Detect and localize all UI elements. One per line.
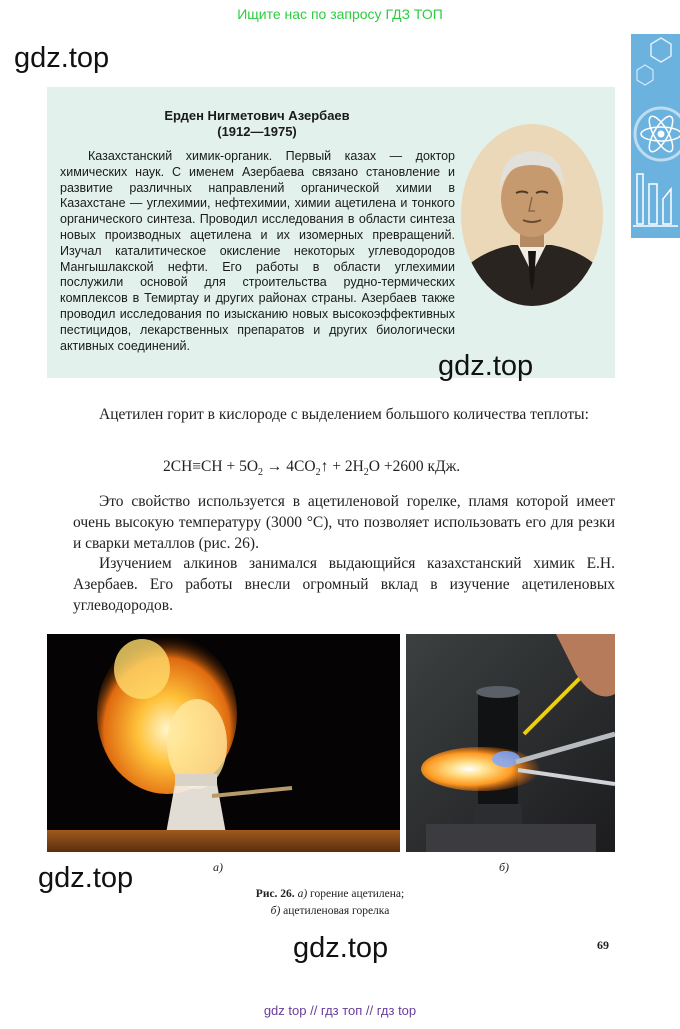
page-number: 69 [597,938,609,952]
caption-part-a: горение ацетилена; [307,888,405,900]
caption-head: Рис. 26. [255,888,295,900]
eq-plus: + [222,458,240,475]
figure-caption [180,886,480,920]
paragraph-text: Это свойство используется в ацетиленовой горелке, пламя которой имеет очень высокую температуру (3000 °С), что позволяет использовать его для резки и сварки металлов (рис. 26). [73,493,615,552]
eq-energy: +2600 кДж. [379,458,461,475]
figure-label-b: б) [499,860,510,874]
bio-paragraph: Казахстанский химик-органик. Первый казах — доктор химических наук. С именем Азербаева связано становление и развитие различных направлений органической химии в Казахстане — углехимии, нефтехимии, химии ацетилена и тонкого органического синтеза. Проводил исследования в области синтеза новых производных ацетилена и их изомерных превращений. Изучал каталитическое окисление некоторых углеводородов Мангышлакской нефти. Его работы в области углехимии послужили основой для строительства рудно-термических комплексов в Темиртау и других районах страны. Азербаев также проводил исследования по изысканию новых высокоэффективных пестицидов, лекарственных препаратов и других биологически активных соединений. [60,149,455,353]
footer-links[interactable]: gdz top // гдз топ // гдз top [263,1003,417,1018]
watermark: gdz.top [38,862,134,894]
eq-product2: 2H [344,458,364,475]
photo-acetylene-torch [406,634,615,852]
eq-product2-tail: O [368,458,380,475]
caption-letter-a: а) [297,888,308,900]
eq-product1: 4CO [286,458,316,475]
caption-letter-b: б) [270,905,281,917]
eq-arrow: → [263,458,287,475]
chapter-tab-decoration [631,34,680,238]
portrait-image [460,123,604,307]
biography-box [47,87,615,378]
combustion-equation [163,458,460,478]
paragraph-torch-usage [73,491,615,554]
eq-subscript: 2 [258,467,264,479]
watermark: gdz.top [14,42,110,74]
bio-name-block [137,108,377,140]
paragraph-text: Изучением алкинов занимался выдающийся казахстанский химик Е.Н. Азербаев. Его работы внесли огромный вклад в изучение ацетиленовых углеводородов. [73,555,615,614]
caption-part-b: ацетиленовая горелка [280,905,390,917]
bio-text [60,149,455,354]
eq-gas-arrow: ↑ [320,458,329,475]
eq-subscript: 2 [315,467,321,479]
paragraph-text: Ацетилен горит в кислороде с выделением большого количества теплоты: [99,406,589,423]
paragraph-acetylene-burning [73,404,615,425]
molecule-pattern-icon [631,34,680,238]
top-banner[interactable]: Ищите нас по запросу ГДЗ ТОП [237,6,443,22]
watermark: gdz.top [293,932,389,964]
eq-reactant1: 2CH≡CH [163,458,223,475]
eq-subscript: 2 [363,467,369,479]
photo-acetylene-burning [47,634,400,852]
watermark: gdz.top [438,350,534,382]
bio-name: Ерден Нигметович Азербаев [164,108,350,123]
paragraph-azerbaev [73,553,615,616]
eq-reactant2: 5O [239,458,259,475]
bio-years: (1912—1975) [217,124,297,139]
eq-plus: + [328,458,345,475]
figure-label-a: а) [213,860,223,874]
